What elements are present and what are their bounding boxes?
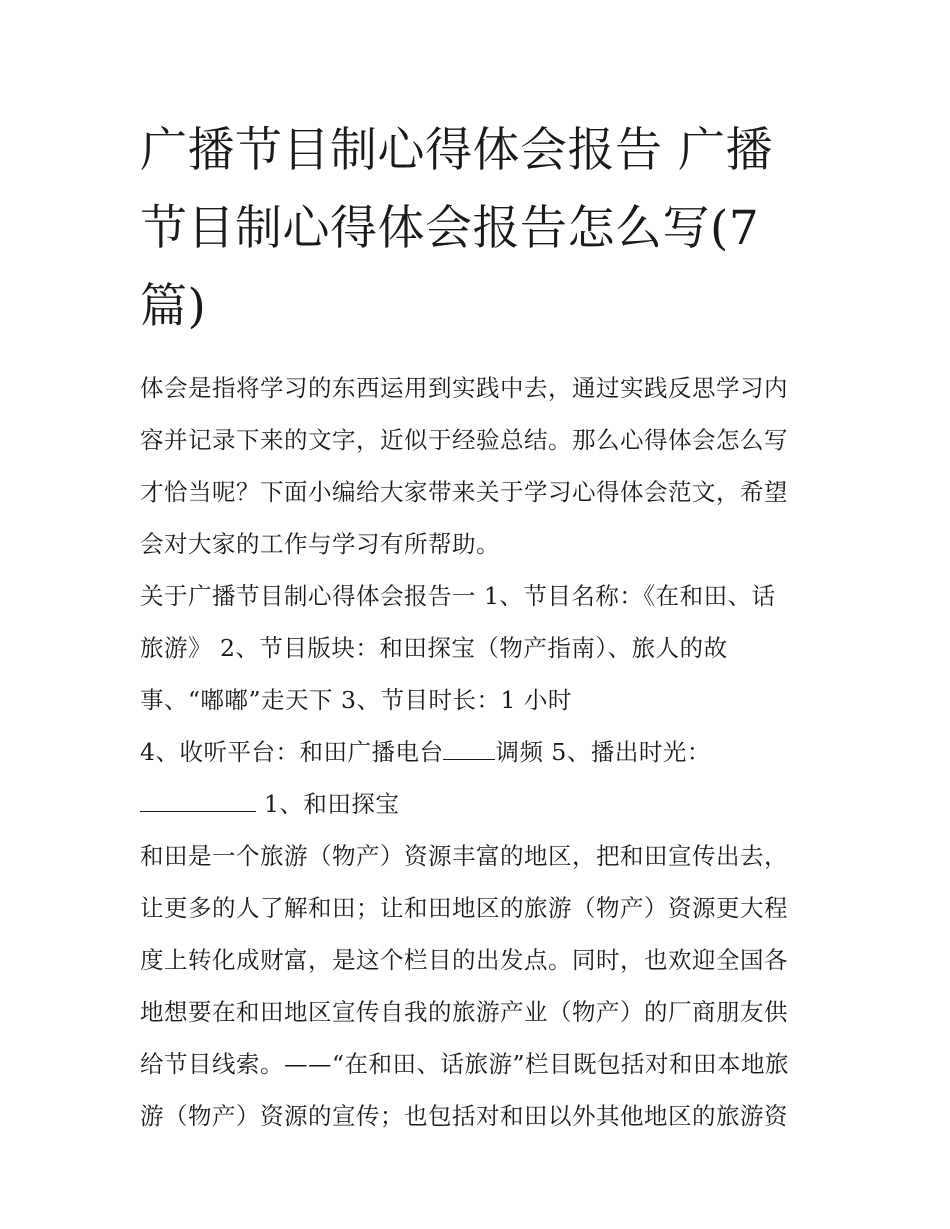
intro-line: 容并记录下来的文字，近似于经验总结。那么心得体会怎么写: [140, 426, 788, 454]
program-info-line: 旅游》 2、节目版块：和田探宝（物产指南）、旅人的故: [140, 634, 728, 662]
title-line: 篇): [140, 279, 207, 334]
broadcast-time-label: 调频 5、播出时光：: [495, 738, 711, 766]
document-page: [140, 112, 812, 1142]
program-info-line: 事、“嘟嘟”走天下 3、节目时长：1 小时: [140, 686, 572, 714]
body-line: 游（物产）资源的宣传；也包括对和田以外其他地区的旅游资: [140, 1102, 788, 1130]
body-line: 给节目线索。——“在和田、话旅游”栏目既包括对和田本地旅: [140, 1050, 790, 1078]
platform-info-paragraph: [140, 726, 812, 830]
body-line: 和田是一个旅游（物产）资源丰富的地区，把和田宣传出去，: [140, 842, 788, 870]
body-line: 地想要在和田地区宣传自我的旅游产业（物产）的厂商朋友供: [140, 998, 788, 1026]
body-line: 度上转化成财富，是这个栏目的出发点。同时，也欢迎全国各: [140, 946, 788, 974]
title-line: 广播节目制心得体会报告 广播: [140, 123, 773, 178]
intro-line: 会对大家的工作与学习有所帮助。: [140, 530, 500, 558]
frequency-blank: [443, 741, 495, 760]
platform-info-line: [140, 726, 812, 778]
segment-heading: 1、和田探宝: [256, 790, 400, 818]
broadcast-time-blank: [140, 793, 256, 812]
body-line: 让更多的人了解和田；让和田地区的旅游（物产）资源更大程: [140, 894, 788, 922]
intro-paragraph: [140, 362, 812, 570]
program-info-paragraph: [140, 570, 812, 726]
intro-line: 才恰当呢？下面小编给大家带来关于学习心得体会范文，希望: [140, 478, 788, 506]
intro-line: 体会是指将学习的东西运用到实践中去，通过实践反思学习内: [140, 374, 788, 402]
segment-description-paragraph: [140, 830, 812, 1142]
document-title: [140, 112, 812, 346]
program-info-line: 关于广播节目制心得体会报告一 1、节目名称：《在和田、话: [140, 582, 776, 610]
platform-info-line: [140, 778, 812, 830]
title-line: 节目制心得体会报告怎么写(7: [140, 201, 760, 256]
platform-label: 4、收听平台：和田广播电台: [140, 738, 444, 766]
